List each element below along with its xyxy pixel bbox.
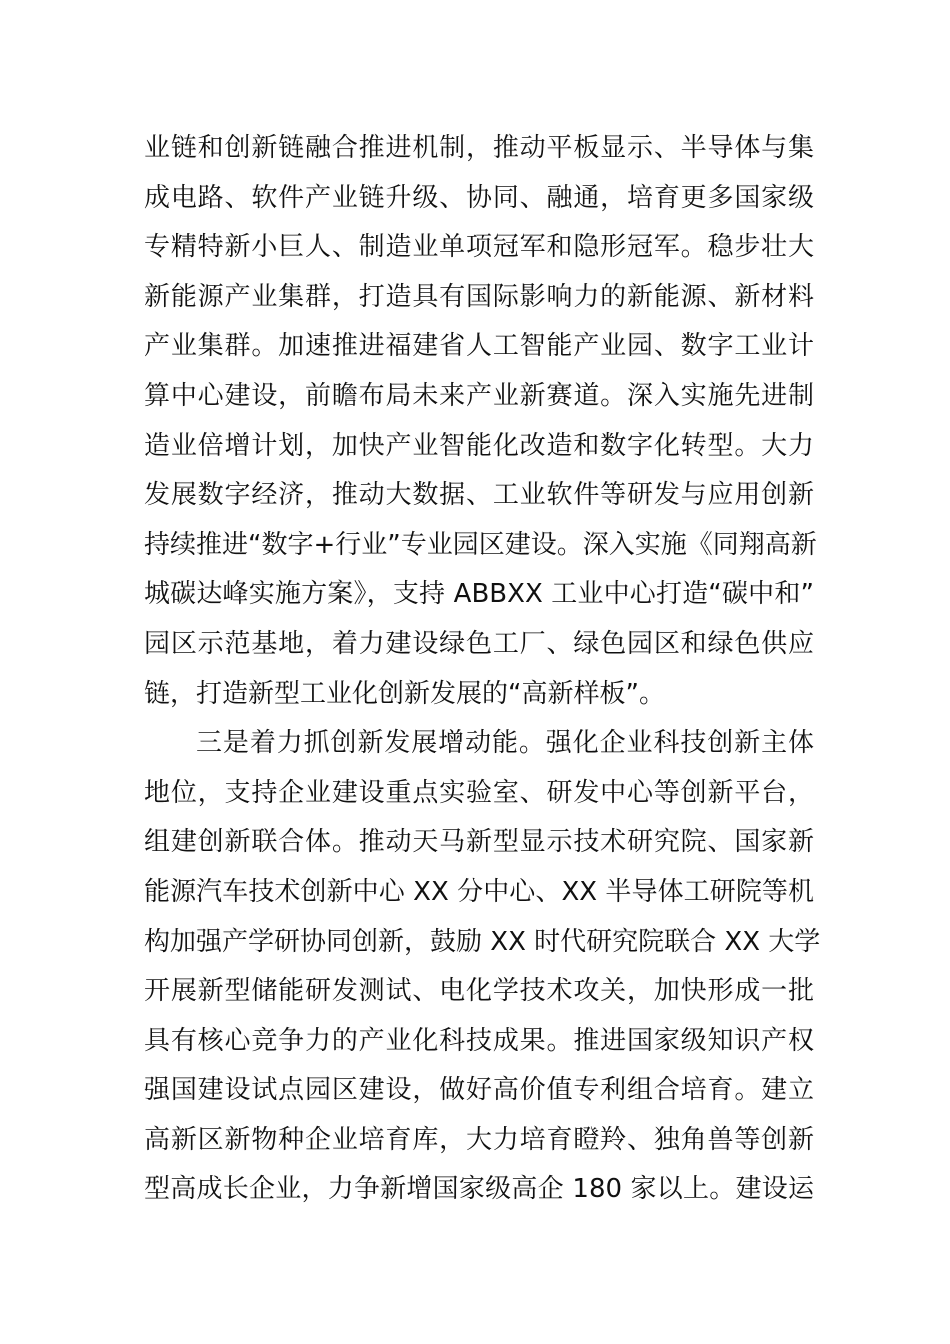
text-line: 型高成长企业，力争新增国家级高企 180 家以上。建设运: [144, 1174, 814, 1205]
text-line: 高新区新物种企业培育库，大力培育瞪羚、独角兽等创新: [144, 1124, 814, 1155]
text-line: 业链和创新链融合推进机制，推动平板显示、半导体与集: [144, 133, 814, 163]
text-line: 强国建设试点园区建设，做好高价值专利组合培育。建立: [144, 1075, 814, 1106]
text-line: 链，打造新型工业化创新发展的“高新样板”。: [144, 678, 665, 709]
text-line: 能源汽车技术创新中心 XX 分中心、XX 半导体工研院等机: [144, 876, 814, 907]
text-line: 算中心建设，前瞻布局未来产业新赛道。深入实施先进制: [144, 380, 814, 411]
text-line: 构加强产学研协同创新，鼓励 XX 时代研究院联合 XX 大学: [144, 926, 821, 957]
text-line: 地位，支持企业建设重点实验室、研发中心等创新平台，: [144, 777, 814, 808]
text-line: 造业倍增计划，加快产业智能化改造和数字化转型。大力: [144, 430, 814, 461]
body-text: [144, 124, 821, 1215]
text-line: 组建创新联合体。推动天马新型显示技术研究院、国家新: [144, 827, 814, 858]
text-line: 城碳达峰实施方案》，支持 ABBXX 工业中心打造“碳中和”: [144, 579, 814, 610]
text-line: 园区示范基地，着力建设绿色工厂、绿色园区和绿色供应: [144, 628, 814, 659]
text-line: 三是着力抓创新发展增动能。强化企业科技创新主体: [196, 728, 814, 759]
text-line: 具有核心竞争力的产业化科技成果。推进国家级知识产权: [144, 1025, 814, 1056]
text-line: 产业集群。加速推进福建省人工智能产业园、数字工业计: [144, 331, 814, 362]
text-line: 发展数字经济，推动大数据、工业软件等研发与应用创新: [144, 480, 814, 511]
text-line: 开展新型储能研发测试、电化学技术攻关，加快形成一批: [144, 976, 814, 1007]
text-line: 新能源产业集群，打造具有国际影响力的新能源、新材料: [144, 281, 814, 312]
paragraph-industry-chain: [144, 124, 817, 719]
text-line: 成电路、软件产业链升级、协同、融通，培育更多国家级: [144, 182, 814, 213]
text-line: 持续推进“数字+行业”专业园区建设。深入实施《同翔高新: [144, 529, 817, 560]
paragraph-innovation: [144, 719, 821, 1215]
text-line: 专精特新小巨人、制造业单项冠军和隐形冠军。稳步壮大: [144, 232, 814, 263]
